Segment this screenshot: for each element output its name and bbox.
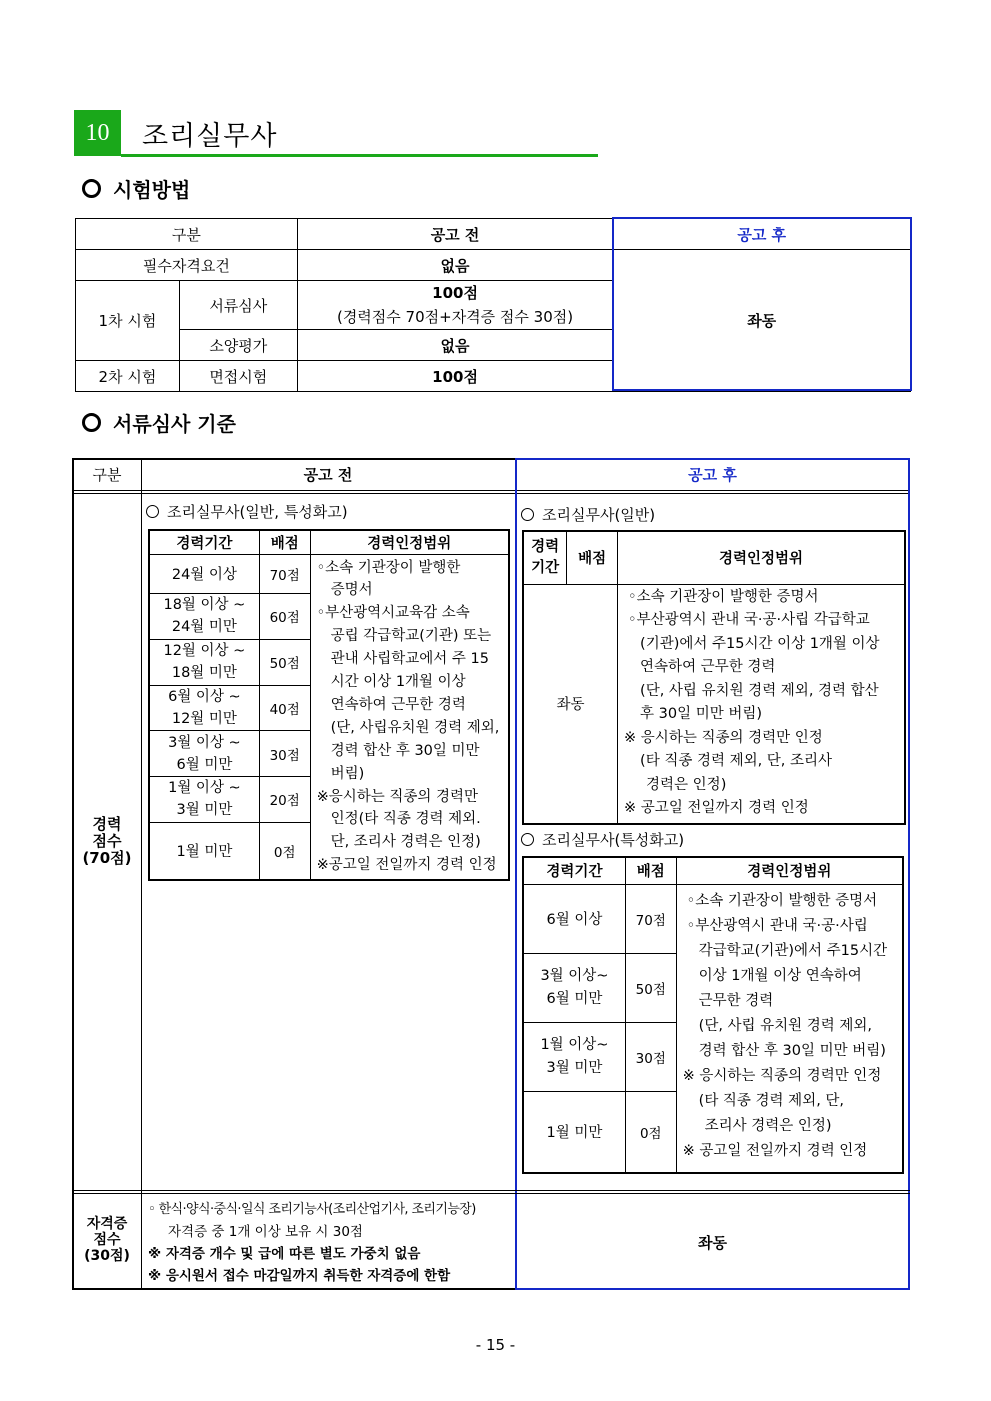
t1-header-after: 공고 후 bbox=[613, 219, 911, 250]
before-range-line: 관내 사립학교에서 주 15 bbox=[330, 651, 489, 668]
after-special-period-3-a: 1월 이상~ bbox=[540, 1036, 609, 1053]
t1-req-value: 없음 bbox=[297, 250, 613, 281]
t1-after-column-border bbox=[612, 217, 912, 391]
before-title bbox=[146, 501, 348, 522]
after-special-range-line: ※ 응시하는 직종의 경력만 인정 bbox=[682, 1067, 882, 1084]
before-period-1 bbox=[149, 554, 259, 594]
section-number: 10 bbox=[74, 110, 121, 156]
t1-doc-label: 서류심사 bbox=[179, 281, 297, 330]
t1-aptitude-value: 없음 bbox=[297, 330, 613, 361]
before-score-7: 0점 bbox=[259, 822, 310, 880]
t1-doc-value-1: 100점 bbox=[432, 284, 478, 302]
before-header-period: 경력기간 bbox=[149, 530, 259, 554]
before-range-line: ◦부산광역시교육감 소속 bbox=[316, 605, 470, 622]
after-special-score-1: 70점 bbox=[625, 884, 676, 953]
before-range-line: ◦소속 기관장이 발행한 bbox=[316, 559, 461, 576]
after-special-header-period: 경력기간 bbox=[523, 857, 625, 884]
after-special-period-4 bbox=[523, 1091, 625, 1173]
before-range-line: 단, 조리사 경력은 인정) bbox=[330, 834, 481, 851]
circle-bullet-icon bbox=[82, 413, 101, 432]
before-period-1-a: 24월 이상 bbox=[171, 567, 237, 584]
before-period-5-b: 6월 미만 bbox=[176, 756, 233, 773]
before-period-6-a: 1월 이상 ~ bbox=[168, 780, 241, 797]
after-special-period-1 bbox=[523, 884, 625, 953]
after-general-range-line: 후 30일 미만 버림) bbox=[640, 706, 763, 722]
before-period-4 bbox=[149, 685, 259, 731]
heading-criteria-text: 서류심사 기준 bbox=[113, 412, 236, 436]
after-general-header-range: 경력인정범위 bbox=[618, 531, 905, 584]
after-general-title bbox=[521, 504, 655, 525]
after-special-period-2-b: 6월 미만 bbox=[546, 990, 603, 1007]
after-special-range-line: ◦소속 기관장이 발행한 증명서 bbox=[686, 892, 878, 909]
after-general-range-line: (단, 사립 유치원 경력 제외, 경력 합산 bbox=[640, 682, 879, 699]
t1-first-exam: 1차 시험 bbox=[76, 281, 180, 361]
after-general-header-score: 배점 bbox=[567, 531, 618, 584]
after-special-header-score: 배점 bbox=[625, 857, 676, 884]
cert-after: 좌동 bbox=[698, 1234, 727, 1252]
cert-before-line-1: ◦ 한식·양식·중식·일식 조리기능사(조리산업기사, 조리기능장) bbox=[148, 1202, 476, 1217]
after-special-range bbox=[676, 884, 903, 1173]
section-title: 조리실무사 bbox=[142, 121, 278, 152]
before-period-2-b: 24월 미만 bbox=[171, 619, 237, 636]
career-label-1: 경력 bbox=[92, 815, 122, 833]
after-general-title-text: 조리실무사(일반) bbox=[542, 506, 656, 524]
heading-method-text: 시험방법 bbox=[113, 178, 191, 202]
t1-interview-label: 면접시험 bbox=[179, 361, 297, 392]
after-special-range-line: 이상 1개월 이상 연속하여 bbox=[698, 967, 862, 984]
after-special-range-line: 각급학교(기관)에서 주15시간 bbox=[698, 942, 888, 959]
after-special-range-line: (단, 사립 유치원 경력 제외, bbox=[698, 1017, 873, 1034]
career-score-label bbox=[74, 816, 140, 867]
after-general-header-period-a: 경력 bbox=[531, 538, 560, 555]
after-special-range-line: ※ 공고일 전일까지 경력 인정 bbox=[682, 1142, 868, 1159]
before-period-3-b: 18월 미만 bbox=[171, 665, 237, 682]
after-special-period-3-b: 3월 미만 bbox=[546, 1059, 603, 1076]
cert-before-line-4: ※ 응시원서 접수 마감일까지 취득한 자격증에 한함 bbox=[148, 1268, 451, 1284]
before-header-score: 배점 bbox=[259, 530, 310, 554]
before-period-7-a: 1월 미만 bbox=[176, 844, 233, 861]
t1-after-value: 좌동 bbox=[613, 250, 911, 392]
before-range-line: 인정(타 직종 경력 제외. bbox=[330, 811, 481, 828]
cert-label-1: 자격증 bbox=[86, 1216, 128, 1232]
before-period-2 bbox=[149, 594, 259, 640]
heading-criteria bbox=[82, 408, 236, 437]
before-range-line: ※공고일 전일까지 경력 인정 bbox=[316, 857, 497, 874]
circle-bullet-icon bbox=[521, 833, 534, 846]
before-range bbox=[310, 554, 509, 880]
circle-bullet-icon bbox=[82, 179, 101, 198]
after-general-range bbox=[618, 584, 905, 824]
cert-score-label bbox=[74, 1216, 140, 1264]
after-special-range-line: 조리사 경력은 인정) bbox=[704, 1117, 832, 1134]
after-special-table bbox=[522, 856, 904, 1174]
t1-header-div: 구분 bbox=[76, 219, 298, 250]
section-underline bbox=[121, 154, 598, 157]
career-label-3: (70점) bbox=[82, 849, 132, 867]
before-period-6 bbox=[149, 777, 259, 823]
after-special-range-line: 경력 합산 후 30일 미만 버림) bbox=[698, 1042, 886, 1059]
after-general-same: 좌동 bbox=[523, 584, 618, 824]
after-special-title-text: 조리실무사(특성화고) bbox=[542, 831, 685, 849]
t1-aptitude-label: 소양평가 bbox=[179, 330, 297, 361]
t2-header-div: 구분 bbox=[92, 466, 122, 484]
before-career-table bbox=[148, 529, 510, 881]
before-period-5 bbox=[149, 731, 259, 777]
career-label-2: 점수 bbox=[92, 832, 122, 850]
after-special-score-2: 50점 bbox=[625, 953, 676, 1022]
before-period-3 bbox=[149, 639, 259, 685]
after-special-period-3 bbox=[523, 1022, 625, 1091]
cert-before bbox=[148, 1199, 514, 1287]
after-general-range-line: (타 직종 경력 제외, 단, 조리사 bbox=[640, 753, 833, 769]
before-range-line: 연속하여 근무한 경력 bbox=[330, 696, 466, 713]
after-special-score-3: 30점 bbox=[625, 1022, 676, 1091]
before-score-1: 70점 bbox=[259, 554, 310, 594]
after-special-title bbox=[521, 829, 684, 850]
before-period-4-b: 12월 미만 bbox=[171, 710, 237, 727]
after-special-period-1-a: 6월 이상 bbox=[546, 912, 603, 928]
after-general-range-line: (기관)에서 주15시간 이상 1개월 이상 bbox=[640, 635, 880, 652]
before-period-4-a: 6월 이상 ~ bbox=[168, 688, 241, 705]
before-range-line: ※응시하는 직종의 경력만 bbox=[316, 788, 479, 805]
before-score-6: 20점 bbox=[259, 777, 310, 823]
before-range-line: 시간 이상 1개월 이상 bbox=[330, 674, 466, 691]
after-general-table bbox=[522, 530, 906, 825]
before-range-line: 버림) bbox=[330, 765, 365, 782]
before-score-5: 30점 bbox=[259, 731, 310, 777]
circle-bullet-icon bbox=[146, 505, 159, 518]
after-special-period-2 bbox=[523, 953, 625, 1022]
after-special-range-line: 근무한 경력 bbox=[698, 992, 774, 1009]
before-period-6-b: 3월 미만 bbox=[176, 802, 233, 819]
t1-second-exam: 2차 시험 bbox=[76, 361, 180, 392]
cert-before-line-2: 자격증 중 1개 이상 보유 시 30점 bbox=[168, 1224, 363, 1240]
after-special-period-2-a: 3월 이상~ bbox=[540, 967, 609, 984]
after-general-header-period-b: 기간 bbox=[531, 559, 560, 576]
before-score-2: 60점 bbox=[259, 594, 310, 640]
cert-before-line-3: ※ 자격증 개수 및 급에 따른 별도 가중치 없음 bbox=[148, 1246, 421, 1262]
before-title-text: 조리실무사(일반, 특성화고) bbox=[167, 503, 348, 521]
after-general-range-line: ◦소속 기관장이 발행한 증명서 bbox=[628, 588, 819, 605]
after-special-period-4-a: 1월 미만 bbox=[546, 1125, 603, 1142]
after-general-range-line: ◦부산광역시 관내 국·공·사립 각급학교 bbox=[628, 612, 870, 628]
t1-header-before: 공고 전 bbox=[297, 219, 613, 250]
after-special-header-range: 경력인정범위 bbox=[676, 857, 903, 884]
before-period-5-a: 3월 이상 ~ bbox=[168, 734, 241, 751]
t2-header-before: 공고 전 bbox=[303, 466, 353, 484]
before-range-line: 경력 합산 후 30일 미만 bbox=[330, 742, 480, 759]
after-general-range-line: 연속하여 근무한 경력 bbox=[640, 659, 776, 675]
t1-doc-value bbox=[297, 281, 613, 330]
before-header-range: 경력인정범위 bbox=[310, 530, 509, 554]
before-range-line: 증명서 bbox=[330, 582, 373, 599]
heading-method bbox=[82, 174, 190, 203]
after-general-range-line: ※ 공고일 전일까지 경력 인정 bbox=[624, 800, 809, 816]
before-period-7 bbox=[149, 822, 259, 880]
before-period-3-a: 12월 이상 ~ bbox=[163, 643, 246, 660]
t1-req-label: 필수자격요건 bbox=[76, 250, 298, 281]
before-range-line: (단, 사립유치원 경력 제외, bbox=[330, 719, 500, 736]
before-score-3: 50점 bbox=[259, 639, 310, 685]
after-general-range-line: ※ 응시하는 직종의 경력만 인정 bbox=[624, 729, 823, 746]
after-general-range-line: 경력은 인정) bbox=[646, 776, 727, 793]
circle-bullet-icon bbox=[521, 508, 534, 521]
cert-label-2: 점수 bbox=[93, 1232, 121, 1248]
after-special-score-4: 0점 bbox=[625, 1091, 676, 1173]
page-number: - 15 - bbox=[475, 1336, 516, 1354]
after-special-range-line: (타 직종 경력 제외, 단, bbox=[698, 1092, 845, 1109]
t1-interview-value: 100점 bbox=[297, 361, 613, 392]
t2-header-after: 공고 후 bbox=[688, 466, 737, 484]
cert-label-3: (30점) bbox=[84, 1248, 130, 1264]
after-special-range-line: ◦부산광역시 관내 국·공·사립 bbox=[686, 917, 868, 934]
t1-doc-value-2: (경력점수 70점+자격증 점수 30점) bbox=[336, 308, 574, 326]
before-score-4: 40점 bbox=[259, 685, 310, 731]
before-period-2-a: 18월 이상 ~ bbox=[163, 597, 246, 614]
before-range-line: 공립 각급학교(기관) 또는 bbox=[330, 628, 492, 645]
after-general-header-period bbox=[523, 531, 567, 584]
